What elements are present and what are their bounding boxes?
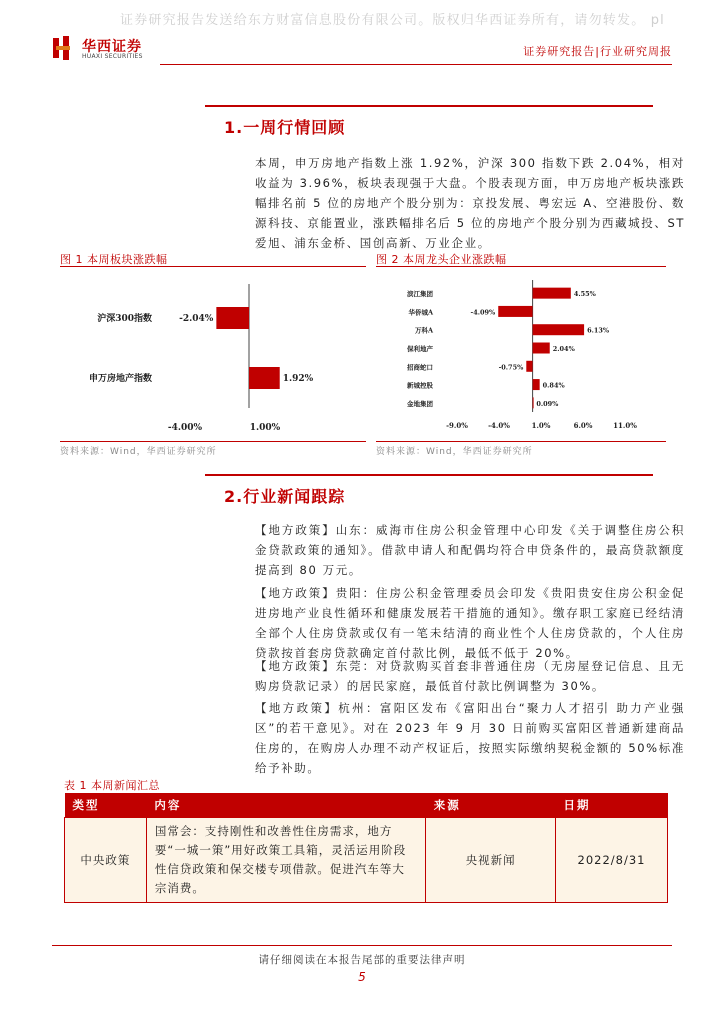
data-label: -2.04% bbox=[179, 314, 214, 324]
category-label: 新城控股 bbox=[407, 381, 433, 390]
data-label: 0.84% bbox=[542, 381, 565, 390]
legal-notice: 请仔细阅读在本报告尾部的重要法律声明 bbox=[258, 954, 466, 966]
header-divider bbox=[160, 64, 672, 65]
category-label: 金地集团 bbox=[407, 399, 433, 408]
news-summary-table bbox=[64, 793, 668, 903]
bar bbox=[498, 306, 532, 317]
huaxi-logo-icon bbox=[52, 36, 74, 60]
section2-title: 2.行业新闻跟踪 bbox=[224, 487, 346, 506]
news-item bbox=[255, 656, 685, 696]
section1-body: 本周，申万房地产指数上涨 1.92%，沪深 300 指数下跌 2.04%，相对收益为 3.96%，板块表现强于大盘。个股表现方面，申万房地产板块涨跌幅排名前 5 位的房地产个股分别为：京投发展、粤宏远 A、空港股份、数源科技、京能置业，涨跌幅排名后 5 位的房地产个股分别为西藏城投、ST 爱旭、浦东金桥、国创高新、万业企业。 bbox=[255, 156, 685, 250]
table-cell-date: 2022/8/31 bbox=[556, 818, 668, 903]
bar bbox=[249, 367, 280, 389]
tick-label: 6.0% bbox=[573, 421, 593, 430]
bar bbox=[533, 343, 550, 354]
figure2-caption: 图 2 本周龙头企业涨跌幅 bbox=[376, 253, 507, 266]
table-cell-source: 央视新闻 bbox=[426, 818, 556, 903]
figure2-chart bbox=[376, 268, 666, 440]
news-text: 山东：威海市住房公积金管理中心印发《关于调整住房公积金贷款政策的通知》。借款申请人和配偶均符合申贷条件的，最高贷款额度提高到 80 万元。 bbox=[255, 523, 685, 577]
tick-label: 11.0% bbox=[613, 421, 637, 430]
news-item bbox=[255, 698, 685, 778]
news-text: 东莞：对贷款购买首套非普通住房（无房屋登记信息、且无购房贷款记录）的居民家庭，最低首付款比例调整为 30%。 bbox=[255, 659, 685, 693]
bar bbox=[533, 324, 584, 335]
category-label: 招商蛇口 bbox=[407, 363, 433, 372]
tick-label: -9.0% bbox=[446, 421, 468, 430]
tick-label: -4.00% bbox=[167, 423, 203, 433]
table-cell-content: 国常会：支持刚性和改善性住房需求，地方要“一城一策”用好政策工具箱，灵活运用阶段性信贷政策和保交楼专项借款。促进汽车等大宗消费。 bbox=[146, 818, 425, 903]
news-item bbox=[255, 583, 685, 663]
section2-bar bbox=[205, 474, 653, 476]
category-label: 华侨城A bbox=[408, 308, 433, 317]
category-label: 沪深300指数 bbox=[97, 314, 152, 324]
table-caption: 表 1 本周新闻汇总 bbox=[64, 779, 160, 792]
figure2-source: 资料来源：Wind，华西证券研究所 bbox=[376, 447, 533, 457]
bar bbox=[526, 361, 532, 372]
footer-divider bbox=[52, 945, 672, 946]
data-label: 1.92% bbox=[282, 374, 314, 384]
watermark: 证券研究报告发送给东方财富信息股份有限公司。版权归华西证券所有，请勿转发。 pl bbox=[120, 13, 665, 28]
data-label: 2.04% bbox=[552, 345, 575, 353]
tick-label: 1.00% bbox=[249, 423, 281, 433]
bar bbox=[533, 379, 540, 390]
category-label: 滨江集团 bbox=[407, 290, 433, 299]
bar bbox=[533, 397, 534, 408]
news-tag: 【地方政策】 bbox=[255, 523, 336, 537]
data-label: -4.09% bbox=[470, 308, 496, 317]
news-text: 杭州：富阳区发布《富阳出台“聚力人才招引 助力产业强区”的若干意见》。对在 2023 年 9 月 30 日前购买富阳区普通新建商品住房的，在购房人办理不动产权证后，按照实际缴纳契税金额的 50%标准给予补助。 bbox=[255, 701, 685, 775]
table-header-cell: 内容 bbox=[146, 793, 425, 818]
table-header-row bbox=[65, 793, 668, 818]
table-row bbox=[65, 818, 668, 903]
company-logo bbox=[52, 36, 162, 64]
data-label: 6.13% bbox=[587, 326, 610, 335]
figure1-top-line bbox=[60, 266, 366, 267]
tick-label: 1.0% bbox=[531, 421, 551, 430]
section1-title: 1.一周行情回顾 bbox=[224, 118, 346, 137]
table-header-cell: 类型 bbox=[65, 793, 147, 818]
figure2-bottom-line bbox=[376, 441, 666, 442]
data-label: -0.75% bbox=[498, 363, 524, 372]
category-label: 保利地产 bbox=[407, 345, 433, 353]
tick-label: -4.0% bbox=[488, 421, 510, 430]
page-number: 5 bbox=[358, 970, 366, 984]
news-tag: 【地方政策】 bbox=[255, 701, 339, 715]
category-label: 万科A bbox=[414, 326, 433, 335]
figure1-bottom-line bbox=[60, 441, 366, 442]
figure1-caption: 图 1 本周板块涨跌幅 bbox=[60, 253, 168, 266]
news-tag: 【地方政策】 bbox=[255, 659, 336, 673]
logo-en-text: HUAXI SECURITIES bbox=[82, 53, 143, 60]
figure1-source: 资料来源：Wind，华西证券研究所 bbox=[60, 447, 217, 457]
table-header-cell: 来源 bbox=[426, 793, 556, 818]
table-header-cell: 日期 bbox=[556, 793, 668, 818]
report-type-label: 证券研究报告|行业研究周报 bbox=[523, 45, 672, 58]
bar bbox=[216, 307, 249, 329]
figure2-top-line bbox=[376, 266, 666, 267]
news-tag: 【地方政策】 bbox=[255, 586, 336, 600]
data-label: 0.09% bbox=[536, 399, 559, 408]
news-text: 贵阳：住房公积金管理委员会印发《贵阳贵安住房公积金促进房地产业良性循环和健康发展若干措施的通知》。缴存职工家庭已经结清全部个人住房贷款或仅有一笔未结清的商业性个人住房贷款的，个人住房贷款按首套房贷款确定首付款比例，最低不低于 20%。 bbox=[255, 586, 685, 660]
section1-bar bbox=[205, 105, 653, 107]
news-item bbox=[255, 520, 685, 580]
figure1-chart bbox=[60, 268, 366, 440]
table-cell-type: 中央政策 bbox=[65, 818, 147, 903]
logo-cn-text: 华西证券 bbox=[82, 39, 142, 55]
category-label: 申万房地产指数 bbox=[88, 374, 152, 384]
data-label: 4.55% bbox=[573, 290, 596, 299]
bar bbox=[533, 288, 571, 299]
